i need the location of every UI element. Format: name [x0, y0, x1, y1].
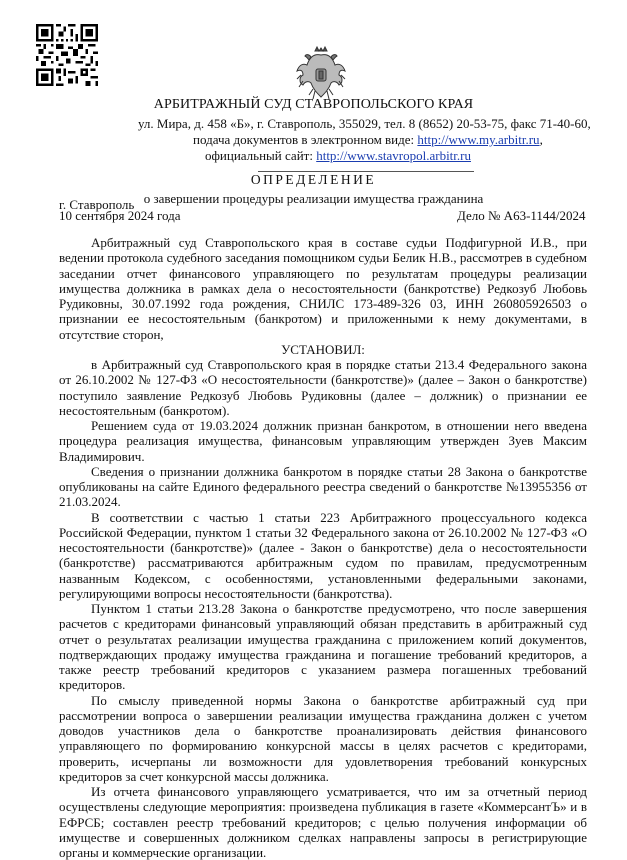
- decision-date: 10 сентября 2024 года: [59, 208, 181, 223]
- efiling-label: подача документов в электронном виде:: [193, 132, 415, 147]
- website-label: официальный сайт:: [205, 148, 313, 163]
- website-line: [205, 148, 471, 164]
- court-name: АРБИТРАЖНЫЙ СУД СТАВРОПОЛЬСКОГО КРАЯ: [153, 97, 474, 112]
- city: г. Ставрополь: [59, 197, 135, 212]
- paragraph: Из отчета финансового управляющего усматривается, что им за отчетный период осуществлены следующие мероприятия: произведена публикация в газете «КоммерсантЪ» и в ЕФРСБ; составлен реестр требований кредиторов; с целью получения информации об имуществе и совершенных должником сделках направлены запросы в регистрирующие органы и коммерческие организации.: [59, 784, 587, 860]
- website-link[interactable]: http://www.stavropol.arbitr.ru: [316, 148, 471, 163]
- paragraph: Сведения о признании должника банкротом в порядке статьи 28 Закона о банкротстве опубликованы на сайте Единого федерального реестра сведений о банкротстве №13955356 от 21.03.2024.: [59, 463, 587, 510]
- efiling-line: [193, 132, 543, 148]
- document-title: ОПРЕДЕЛЕНИЕ: [250, 172, 377, 187]
- qr-code: [36, 24, 98, 86]
- coat-of-arms-emblem: [295, 45, 347, 103]
- document-body: [59, 235, 587, 860]
- paragraph: В соответствии с частью 1 статьи 223 Арбитражного процессуального кодекса Российской Федерации, пунктом 1 статьи 32 Федерального закона от 26.10.2002 № 127-ФЗ «О несостоятельности (банкротстве)» (далее - Закон о банкротстве) дела о несостоятельности (банкротстве) рассматриваются арбитражным судом по правилам, предусмотренным названным Кодексом, с особенностями, установленными федеральными законами, регулирующими вопросы несостоятельности (банкротства).: [59, 509, 587, 601]
- case-number: Дело № А63-1144/2024: [457, 208, 586, 223]
- court-address: ул. Мира, д. 458 «Б», г. Ставрополь, 355029, тел. 8 (8652) 20-53-75, факс 71-40-60,: [138, 116, 591, 131]
- paragraph: По смыслу приведенной нормы Закона о банкротстве арбитражный суд при рассмотрении вопроса о завершении реализации имущества гражданина должен с учетом доводов участников дела о банкротстве проанализировать действия финансового управляющего по формированию конкурсной массы в целях расчетов с кредиторами, проверить, исчерпаны ли возможности для удовлетворения требований конкурсных кредиторов за счет конкурсной массы должника.: [59, 692, 587, 784]
- paragraph: Арбитражный суд Ставропольского края в составе судьи Подфигурной И.В., при ведении протокола судебного заседания помощником судьи Белик Н.В., рассмотрев в судебном заседании отчет финансового управляющего по результатам процедуры реализации имущества должника в рамках дела о несостоятельности (банкротстве) Редкозуб Любовь Рудиковны, 30.07.1992 года рождения, СНИЛС 173-489-326 03, ИНН 260805926503 о признании ее несостоятельным (банкротом) и приложенными к нему документами, в отсутствие сторон,: [59, 235, 587, 342]
- paragraph: в Арбитражный суд Ставропольского края в порядке статьи 213.4 Федерального закона от 26.10.2002 № 127-ФЗ «О несостоятельности (банкротстве)» (далее – Закон о банкротстве) поступило заявление Редкозуб Любовь Рудиковны (далее – должник) о признании ее несостоятельным (банкротом).: [59, 357, 587, 418]
- document-subtitle: о завершении процедуры реализации имущества гражданина: [143, 191, 484, 206]
- section-heading: УСТАНОВИЛ:: [281, 341, 365, 357]
- efiling-link[interactable]: http://www.my.arbitr.ru: [417, 132, 540, 147]
- paragraph: Пунктом 1 статьи 213.28 Закона о банкротстве предусмотрено, что после завершения расчетов с кредиторами финансовый управляющий обязан представить в арбитражный суд отчет о результатах реализации имущества гражданина с приложением копий документов, подтверждающих продажу имущества гражданина и погашение требований кредиторов, а также реестр требований кредиторов с указанием размера погашенных требований кредиторов.: [59, 601, 587, 693]
- efiling-tail: ,: [539, 132, 543, 147]
- paragraph: Решением суда от 19.03.2024 должник признан банкротом, в отношении него введена процедура реализация имущества, финансовым управляющим утвержден Зуев Максим Владимирович.: [59, 418, 587, 464]
